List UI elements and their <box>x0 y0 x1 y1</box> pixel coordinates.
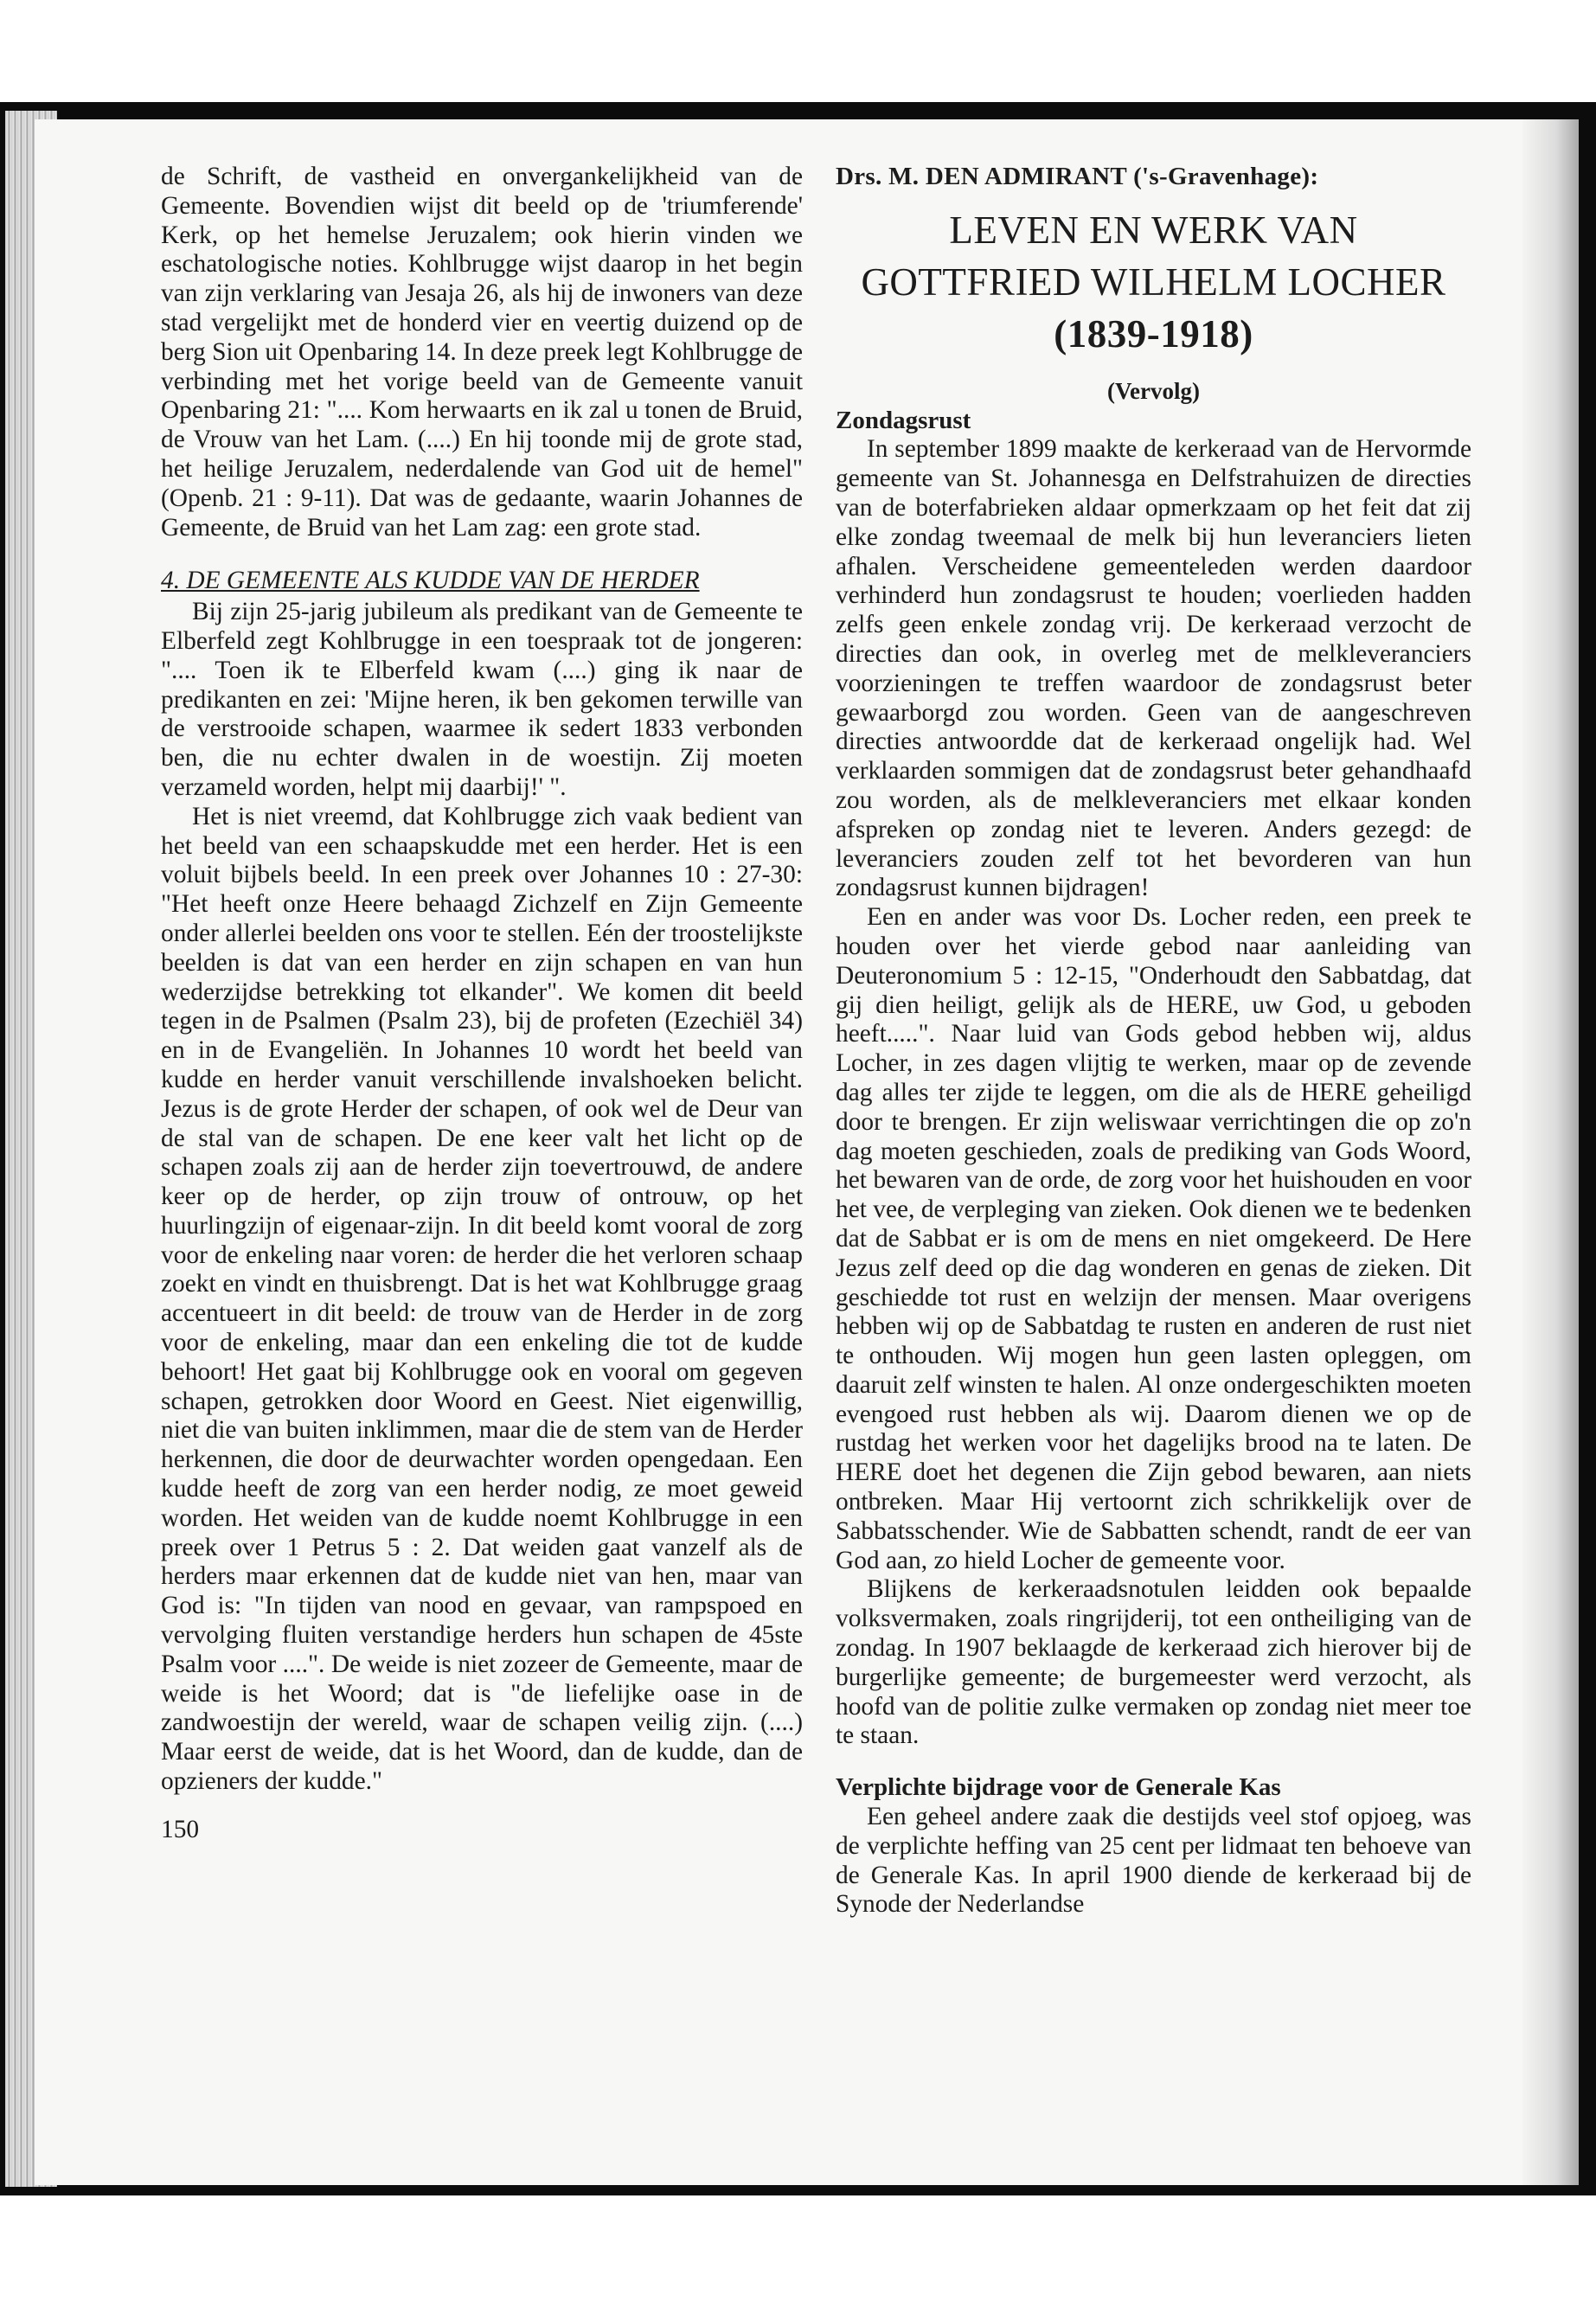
page-number: 150 <box>161 1815 200 1843</box>
article-title-line-2: GOTTFRIED WILHELM LOCHER <box>861 260 1446 304</box>
article-title-years: (1839-1918) <box>1054 311 1253 356</box>
section-heading-kudde: 4. DE GEMEENTE ALS KUDDE VAN DE HERDER <box>161 567 700 595</box>
right-paragraph-3: Blijkens de kerkeraadsnotulen leidden ook bepaalde volksvermaken, zoals ringrijderij, tot een ontheiliging van de zondag. In 1907 beklaagde de kerkeraad zich hierover bij de burgerlijke gemeente; de burgemeester werd verzocht, als hoofd van de politie zulke vermaken op zondag niet meer toe te staan. <box>836 1575 1471 1750</box>
article-author: Drs. M. DEN ADMIRANT ('s-Gravenhage): <box>836 163 1319 190</box>
right-column <box>836 163 1471 1920</box>
right-paragraph-4: Een geheel andere zaak die destijds veel stof opjoeg, was de verplichte heffing van 25 cent per lidmaat ten behoeve van de Generale Kas. In april 1900 diende de kerkeraad bij de Synode der Nederlandse <box>836 1803 1471 1919</box>
right-paragraph-2: Een en ander was voor Ds. Locher reden, een preek te houden over het vierde gebod naar aanleiding van Deuteronomium 5 : 12-15, "Onderhoudt den Sabbatdag, dat gij dien heiligt, gelijk als de HERE, uw God, u geboden heeft.....". Naar luid van Gods gebod hebben wij, aldus Locher, in zes dagen vlijtig te werken, maar op de zevende dag alles ter zijde te leggen, om die als de HERE geheiligd door te brengen. Er zijn weliswaar verrichtingen die op zo'n dag moeten geschieden, zoals de prediking van Gods Woord, het bewaren van de orde, de zorg voor het huishouden en voor het vee, de verpleging van zieken. Ook dienen we te bedenken dat de Sabbat er is om de mens en niet omgekeerd. De Here Jezus zelf deed op die dag wonderen en genas de zieken. Dit geschiedde tot rust en welzijn der mensen. Maar overigens hebben wij op de Sabbatdag te rusten en anderen de rust niet te onthouden. Wij mogen hun geen lasten opleggen, om daaruit zelf winsten te halen. Al onze ondergeschikten moeten evengoed rust hebben als wij. Daarom dienen we op de rustdag het werken voor het dagelijks brood na te laten. De HERE doet het degenen die Zijn gebod bewaren, aan niets ontbreken. Maar Hij vertoornt zich schrikkelijk over de Sabbatsschender. Wie de Sabbatten schendt, randt de eer van God aan, zo hield Locher de gemeente voor. <box>836 903 1471 1574</box>
article-subtitle: (Vervolg) <box>1107 377 1200 404</box>
subhead-generale-kas: Verplichte bijdrage voor de Generale Kas <box>836 1773 1281 1802</box>
left-paragraph-2: Bij zijn 25-jarig jubileum als predikant van de Gemeente te Elberfeld zegt Kohlbrugge in een toespraak tot de jongeren: ".... Toen ik te Elberfeld kwam (....) ging ik naar de predikanten en zei: 'Mijne heren, ik ben gekomen terwille van de verstrooide schapen, waarmee ik sedert 1833 verbonden ben, die nu echter dwalen in de woestijn. Zij moeten verzameld worden, helpt mij daarbij!' ". <box>161 598 803 801</box>
left-paragraph-3: Het is niet vreemd, dat Kohlbrugge zich vaak bedient van het beeld van een schaapskudde met een herder. Het is een voluit bijbels beeld. In een preek over Johannes 10 : 27-30: "Het heeft onze Heere behaagd Zichzelf en Zijn Gemeente onder allerlei beelden ons voor te stellen. Eén der troostelijkste beelden is dat van een herder en zijn schapen en van hun wederzijdse betrekking tot elkander". We komen dit beeld tegen in de Psalmen (Psalm 23), bij de profeten (Ezechiël 34) en in de Evangeliën. In Johannes 10 wordt het beeld van kudde en herder vanuit verschillende invalshoeken belicht. Jezus is de grote Herder der schapen, of ook wel de Deur van de stal van de schapen. De ene keer valt het licht op de schapen zoals zij aan de herder zijn toevertrouwd, de andere keer op de herder, op zijn trouw of ontrouw, op het huurlingzijn of eigenaar-zijn. In dit beeld komt vooral de zorg voor de enkeling naar voren: de herder die het verloren schaap zoekt en vindt en thuisbrengt. Dat is het wat Kohlbrugge graag accentueert in dit beeld: de trouw van de Herder in de zorg voor de enkeling, maar dan een enkeling die tot de kudde behoort! Het gaat bij Kohlbrugge ook en vooral om gegeven schapen, getrokken door Woord en Geest. Niet eigenwillig, niet die van buiten inklimmen, maar die de stem van de Herder herkennen, die door de deurwachter worden opengedaan. Een kudde heeft de zorg van een herder nodig, ze moet geweid worden. Het weiden van de kudde noemt Kohlbrugge in een preek over 1 Petrus 5 : 2. Dat weiden gaat vanzelf als de herders maar erkennen dat de kudde niet van hen, maar van God is: "In tijden van nood en gevaar, van rampspoed en vervolging fluiten verstandige herders hun schapen de 45ste Psalm voor ....". De weide is niet zozeer de Gemeente, maar de weide is het Woord; dat is "de liefelijke oase in de zandwoestijn der wereld, waar de schapen veilig zijn. (....) Maar eerst de weide, dat is het Woord, dan de kudde, dan de opzieners der kudde." <box>161 802 803 1796</box>
subhead-zondagsrust: Zondagsrust <box>836 406 971 434</box>
facing-page-strip <box>1522 119 1579 2185</box>
left-paragraph-1: de Schrift, de vastheid en onvergankelijkheid van de Gemeente. Bovendien wijst dit beeld op de 'triumferende' Kerk, op het hemelse Jeruzalem; ook hierin vinden we eschatologische noties. Kohlbrugge wijst daarop in het begin van zijn verklaring van Jesaja 26, als hij de inwoners van deze stad vergelijkt met de honderd vier en veertig duizend op de berg Sion uit Openbaring 14. In deze preek legt Kohlbrugge de verbinding met het vorige beeld van de Gemeente vanuit Openbaring 21: ".... Kom herwaarts en ik zal u tonen de Bruid, de Vrouw van het Lam. (....) En hij toonde mij de grote stad, het heilige Jeruzalem, nederdalende van God uit de hemel" (Openb. 21 : 9-11). Dat was de gedaante, waarin Johannes de Gemeente, de Bruid van het Lam zag: een grote stad. <box>161 163 803 542</box>
article-title-line-1: LEVEN EN WERK VAN <box>949 208 1358 252</box>
article-title <box>836 204 1471 360</box>
left-column <box>161 163 803 1845</box>
right-paragraph-1: In september 1899 maakte de kerkeraad van de Hervormde gemeente van St. Johannesga en Delfstrahuizen de directies van de boterfabrieken aldaar opmerkzaam op het feit dat zij elke zondag tweemaal de melk bij hun leveranciers lieten afhalen. Verscheidene gemeenteleden werden daardoor verhinderd hun zondagsrust te houden; voerlieden hadden zelfs geen enkele zondag vrij. De kerkeraad verzocht de directies dan ook, in overleg met de melkleveranciers voorzieningen te treffen waardoor de zondagsrust beter gewaarborgd zou worden. Geen van de aangeschreven directies antwoordde dat de kerkeraad ongelijk had. Wel verklaarden sommigen dat de zondagsrust beter gehandhaafd zou worden, als de melkleveranciers met elkaar konden afspreken op zondag niet te leveren. Anders gezegd: de leveranciers zouden zelf tot het bevorderen van hun zondagsrust kunnen bijdragen! <box>836 435 1471 902</box>
